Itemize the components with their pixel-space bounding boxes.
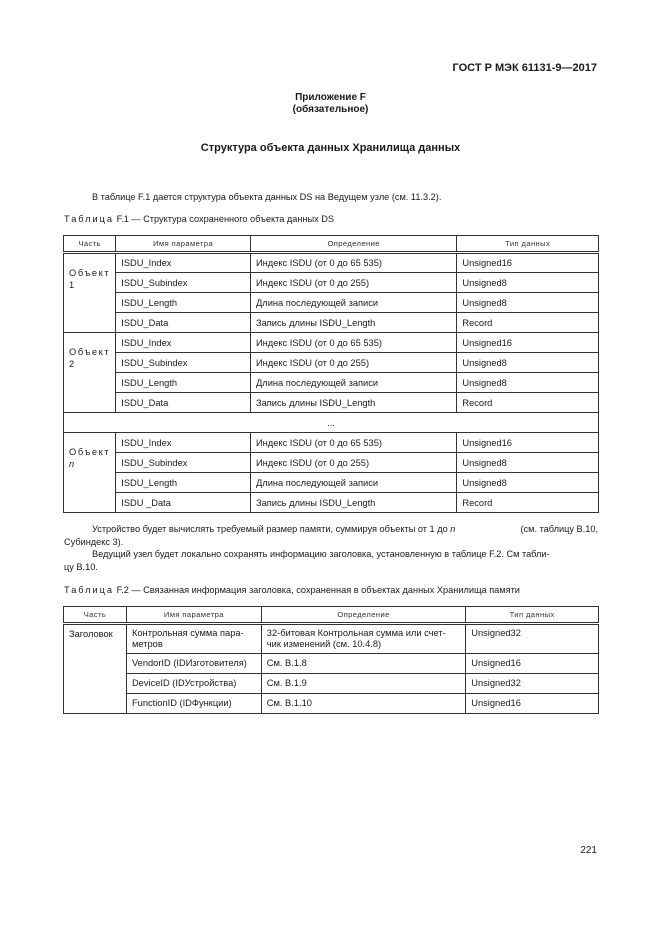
- param-name-cell: ISDU_Data: [116, 313, 251, 333]
- definition-cell: См. B.1.8: [261, 654, 465, 674]
- table1-caption-prefix: Таблица: [64, 214, 115, 224]
- part-cell-header: Заголовок: [64, 624, 127, 714]
- param-name-cell: ISDU_Subindex: [116, 353, 251, 373]
- definition-cell: Запись длины ISDU_Length: [250, 313, 456, 333]
- param-name-cell: VendorID (IDИзготовителя): [126, 654, 261, 674]
- definition-cell: Запись длины ISDU_Length: [250, 493, 456, 513]
- param-name-cell: ISDU_Length: [116, 373, 251, 393]
- param-name-cell: [126, 624, 261, 654]
- data-type-cell: Unsigned8: [457, 293, 599, 313]
- definition-cell: Длина последующей записи: [250, 473, 456, 493]
- table2-caption-prefix: Таблица: [64, 585, 115, 595]
- part-number: 2: [69, 359, 75, 369]
- definition-cell: Длина последующей записи: [250, 293, 456, 313]
- col-header-param-name: Имя параметра: [126, 607, 261, 624]
- table-row: [64, 694, 599, 714]
- table1-caption-text: F.1 — Структура сохраненного объекта данных DS: [116, 214, 334, 224]
- memory-size-text: Устройство будет вычислять требуемый размер памяти, суммируя объекты от 1 до: [92, 524, 448, 534]
- data-type-cell: Unsigned32: [466, 624, 599, 654]
- data-type-cell: Unsigned16: [466, 694, 599, 714]
- definition-cell: Индекс ISDU (от 0 до 65 535): [250, 433, 456, 453]
- table-row: [64, 373, 599, 393]
- data-type-cell: Unsigned8: [457, 473, 599, 493]
- memory-size-paragraph: [64, 523, 598, 549]
- col-header-definition: Определение: [261, 607, 465, 624]
- part-word: Объект: [69, 447, 111, 457]
- definition-cell: Индекс ISDU (от 0 до 255): [250, 453, 456, 473]
- part-number: n: [69, 459, 75, 469]
- table-row: [64, 674, 599, 694]
- definition-cell: Индекс ISDU (от 0 до 255): [250, 273, 456, 293]
- col-header-definition: Определение: [250, 236, 456, 253]
- data-type-cell: Record: [457, 493, 599, 513]
- col-header-data-type: Тип данных: [457, 236, 599, 253]
- memory-size-line-1: [64, 523, 598, 536]
- part-word: Объект: [69, 347, 111, 357]
- data-type-cell: Unsigned8: [457, 453, 599, 473]
- table-row: [64, 433, 599, 453]
- param-name-cell: ISDU_Index: [116, 433, 251, 453]
- definition-cell: [261, 624, 465, 654]
- table2-caption: [64, 585, 520, 595]
- table-row: [64, 393, 599, 413]
- table-row: [64, 293, 599, 313]
- ellipsis-cell: ...: [64, 413, 599, 433]
- part-cell-object-1: [64, 253, 116, 333]
- memory-size-n: n: [450, 524, 456, 534]
- param-name-cell: ISDU_Subindex: [116, 453, 251, 473]
- table-header-row: [64, 607, 599, 624]
- standard-number: ГОСТ Р МЭК 61131-9—2017: [452, 62, 597, 74]
- table1-caption: [64, 214, 334, 224]
- part-number: 1: [69, 280, 75, 290]
- param-name-cell: ISDU_Index: [116, 253, 251, 273]
- definition-cell: Длина последующей записи: [250, 373, 456, 393]
- data-type-cell: Unsigned16: [457, 433, 599, 453]
- table-header-info: [63, 606, 599, 714]
- page-number: 221: [580, 845, 597, 856]
- data-type-cell: Unsigned8: [457, 373, 599, 393]
- data-type-cell: Record: [457, 393, 599, 413]
- col-header-part: Часть: [64, 236, 116, 253]
- table-row: [64, 273, 599, 293]
- table-row: [64, 473, 599, 493]
- memory-size-text-end: (см. таблицу B.10,: [520, 524, 598, 534]
- param-name-cell: DeviceID (IDУстройства): [126, 674, 261, 694]
- header-info-line-2: цу B.10.: [64, 562, 98, 572]
- table2-caption-text: F.2 — Связанная информация заголовка, сохраненная в объектах данных Хранилища памяти: [116, 585, 520, 595]
- param-name-cell: ISDU_Index: [116, 333, 251, 353]
- table-row: [64, 493, 599, 513]
- data-type-cell: Unsigned32: [466, 674, 599, 694]
- param-name-cell: ISDU_Length: [116, 293, 251, 313]
- table-ds-structure: [63, 235, 599, 513]
- header-info-line-1: Ведущий узел будет локально сохранять информацию заголовка, установленную в таблице F.2. См табли-: [92, 549, 550, 559]
- data-type-cell: Unsigned16: [457, 253, 599, 273]
- data-type-cell: Unsigned8: [457, 353, 599, 373]
- part-word: Объект: [69, 268, 111, 278]
- appendix-subtitle: (обязательное): [292, 104, 369, 115]
- param-name-cell: ISDU_Data: [116, 393, 251, 413]
- param-name-line-2: метров: [131, 639, 163, 649]
- param-name-cell: ISDU_Length: [116, 473, 251, 493]
- section-heading: Структура объекта данных Хранилища данных: [200, 142, 461, 154]
- definition-cell: Запись длины ISDU_Length: [250, 393, 456, 413]
- part-cell-object-2: [64, 333, 116, 413]
- definition-line-2: чик изменений (см. 10.4.8): [266, 639, 382, 649]
- definition-cell: Индекс ISDU (от 0 до 65 535): [250, 253, 456, 273]
- definition-cell: Индекс ISDU (от 0 до 65 535): [250, 333, 456, 353]
- memory-size-line-2: Субиндекс 3).: [64, 537, 124, 547]
- ellipsis-row: [64, 413, 599, 433]
- table-header-row: [64, 236, 599, 253]
- param-name-cell: ISDU_Subindex: [116, 273, 251, 293]
- definition-cell: См. B.1.10: [261, 694, 465, 714]
- col-header-data-type: Тип данных: [466, 607, 599, 624]
- data-type-cell: Unsigned16: [466, 654, 599, 674]
- definition-cell: См. B.1.9: [261, 674, 465, 694]
- table-row: [64, 654, 599, 674]
- data-type-cell: Unsigned8: [457, 273, 599, 293]
- table-row: [64, 453, 599, 473]
- col-header-param-name: Имя параметра: [116, 236, 251, 253]
- table-row: [64, 353, 599, 373]
- table-row: [64, 333, 599, 353]
- table-row: [64, 313, 599, 333]
- data-type-cell: Unsigned16: [457, 333, 599, 353]
- data-type-cell: Record: [457, 313, 599, 333]
- header-info-paragraph: [64, 548, 598, 574]
- part-cell-object-n: [64, 433, 116, 513]
- param-name-cell: FunctionID (IDФункции): [126, 694, 261, 714]
- col-header-part: Часть: [64, 607, 127, 624]
- intro-paragraph: В таблице F.1 дается структура объекта данных DS на Ведущем узле (см. 11.3.2).: [92, 192, 442, 202]
- table-row: [64, 624, 599, 654]
- table-row: [64, 253, 599, 273]
- param-name-cell: ISDU _Data: [116, 493, 251, 513]
- definition-line-1: 32-битовая Контрольная сумма или счет-: [266, 628, 446, 638]
- appendix-title: Приложение F: [295, 92, 366, 103]
- param-name-line-1: Контрольная сумма пара-: [131, 628, 244, 638]
- definition-cell: Индекс ISDU (от 0 до 255): [250, 353, 456, 373]
